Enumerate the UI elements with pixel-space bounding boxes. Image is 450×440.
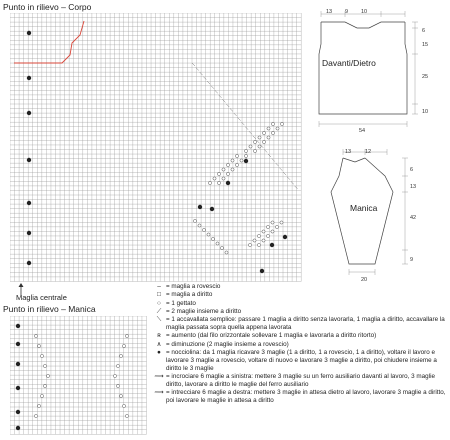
yarn-over-stitch [267, 136, 270, 139]
yarn-over-stitch [119, 394, 122, 397]
yarn-over-stitch [258, 145, 261, 148]
cable-left-symbol-icon: ⟿ [154, 373, 164, 381]
yarn-over-stitch [225, 251, 228, 254]
legend-text: = nocciolina: da 1 maglia ricavare 3 maglie (1 a diritto, 1 a rovescio, 1 a diritto), voltare il lavoro e lavorare 3 maglie a rovescio, voltare di nuovo e lavorare 3 maglie a diritto, poi chiudere insieme a diritto le 3 maglie [166, 348, 437, 373]
legend-row [152, 300, 448, 308]
purl-symbol-icon: – [157, 283, 161, 290]
yarn-over-stitch [40, 354, 43, 357]
yarn-over-stitch [258, 136, 261, 139]
fb-dim-side-2: 15 [422, 42, 429, 48]
yarn-over-stitch [271, 131, 274, 134]
yarn-over-stitch [262, 230, 265, 233]
sl-dim-bottom: 20 [361, 277, 368, 283]
decrease-stitch [219, 95, 222, 98]
bobble-stitch [270, 243, 274, 247]
knit-symbol-icon: □ [157, 291, 161, 299]
sl-dim-side-2: 13 [410, 184, 417, 190]
yarn-over-stitch [217, 181, 220, 184]
decrease-stitch [234, 113, 237, 116]
bobble-stitch [198, 205, 202, 209]
grid-lines [10, 13, 301, 281]
decrease-stitch [253, 136, 256, 139]
sleeve-chart-grid [10, 316, 151, 436]
decrease-stitch [203, 77, 206, 80]
fb-dim-top-3: 10 [361, 9, 368, 15]
yarn-over-stitch [271, 122, 274, 125]
yarn-over-stitch [202, 228, 205, 231]
yarn-over-stitch [280, 221, 283, 224]
yarn-over-stitch [37, 344, 40, 347]
legend-row [152, 373, 448, 389]
yarn-over-stitch [217, 172, 220, 175]
yarn-over-stitch [266, 225, 269, 228]
bobble-stitch [27, 158, 31, 162]
yarn-over-stitch [257, 234, 260, 237]
yarn-over-stitch [275, 225, 278, 228]
yarn-over-stitch [222, 177, 225, 180]
body-chart-grid [10, 13, 302, 283]
decrease-stitch [226, 104, 229, 107]
legend-text: = aumento (dal filo orizzontale sollevare 1 maglia e lavorarla a diritto ritorto) [166, 332, 377, 340]
yarn-over-stitch [213, 177, 216, 180]
bobble-stitch [16, 410, 20, 414]
yarn-over-stitch [113, 374, 116, 377]
decrease-stitch [257, 140, 260, 143]
sl-dim-side-1: 6 [410, 167, 414, 173]
body-chart-title: Punto in rilievo – Corpo [3, 2, 92, 12]
yarn-over-stitch [253, 140, 256, 143]
decrease-stitch [283, 172, 286, 175]
yarn-over-stitch [266, 234, 269, 237]
decrease-stitch [249, 131, 252, 134]
yarn-over-stitch [116, 364, 119, 367]
increase-symbol-icon: ʀ [157, 332, 161, 340]
yarn-over-stitch [119, 354, 122, 357]
yarn-over-stitch [122, 344, 125, 347]
yarn-over-stitch [249, 145, 252, 148]
yarn-over-stitch [40, 394, 43, 397]
decrease-stitch [230, 109, 233, 112]
yarn-over-stitch [125, 334, 128, 337]
legend-row [152, 291, 448, 299]
front-back-schematic [305, 8, 450, 138]
decrease-stitch [272, 159, 275, 162]
yarn-over-stitch [226, 163, 229, 166]
yarn-over-stitch [208, 181, 211, 184]
yarn-over-stitch [226, 172, 229, 175]
yarn-over-stitch [262, 239, 265, 242]
legend-row [152, 389, 448, 405]
decrease-stitch [207, 81, 210, 84]
fb-dim-side-1: 6 [422, 28, 426, 34]
sl-dim-side-3: 42 [410, 215, 417, 221]
bobble-stitch [16, 342, 20, 346]
fb-dim-top-2: 9 [345, 9, 349, 15]
fb-dim-top-1: 13 [326, 9, 333, 15]
bobble-stitch [226, 181, 230, 185]
yarn-over-stitch [253, 239, 256, 242]
bobble-stitch [27, 231, 31, 235]
decrease-stitch [279, 168, 282, 171]
legend-row [152, 349, 448, 373]
bobble-stitch [16, 386, 20, 390]
legend-text: = 2 maglie insieme a diritto [166, 307, 242, 315]
yarn-over-stitch [231, 168, 234, 171]
legend-text: = maglia a rovescio [166, 283, 221, 290]
yarn-over-stitch [43, 384, 46, 387]
sleeve-label: Manica [350, 203, 378, 213]
bobble-symbol-icon: ● [157, 348, 161, 356]
yarn-over-stitch [216, 242, 219, 245]
yarn-over-stitch [253, 149, 256, 152]
yarn-over-stitch [267, 127, 270, 130]
yarn-over-stitch [262, 140, 265, 143]
yarn-over-stitch [193, 219, 196, 222]
decrease-stitch [211, 86, 214, 89]
sleeve-chart-title: Punto in rilievo – Manica [3, 304, 96, 314]
yarn-over-stitch [125, 414, 128, 417]
yarn-over-stitch [240, 159, 243, 162]
bobble-stitch [27, 201, 31, 205]
yarn-over-stitch [34, 414, 37, 417]
bobble-stitch [260, 269, 264, 273]
decrease-stitch [276, 163, 279, 166]
bobble-stitch [27, 76, 31, 80]
yarn-over-stitch [280, 122, 283, 125]
decrease-stitch [241, 122, 244, 125]
bobble-stitch [27, 261, 31, 265]
neckline-outline [14, 21, 84, 63]
yarn-over-stitch [46, 374, 49, 377]
yarn-over-symbol-icon: ○ [157, 299, 161, 307]
yarn-over-stitch [231, 159, 234, 162]
yarn-over-stitch [122, 404, 125, 407]
yarn-over-stitch [244, 149, 247, 152]
legend-row [152, 332, 448, 340]
yarn-over-stitch [207, 233, 210, 236]
legend-text: = incrociare 6 maglie a sinistra: mettere 3 maglie su un ferro ausiliario davanti al lavoro, 3 maglie diritto, lavorare a diritto le maglie del ferro ausiliario [166, 373, 435, 389]
yarn-over-stitch [248, 243, 251, 246]
bobble-stitch [27, 31, 31, 35]
skpo-symbol-icon: ⟍ [156, 316, 162, 324]
yarn-over-stitch [244, 154, 247, 157]
legend-row [152, 316, 448, 332]
yarn-over-stitch [235, 163, 238, 166]
bobble-stitch [210, 207, 214, 211]
bobble-stitch [27, 111, 31, 115]
legend-text: = maglia a diritto [166, 291, 213, 299]
decrease-stitch [192, 63, 195, 66]
bobble-stitch [16, 324, 20, 328]
decrease-stitch [295, 186, 298, 189]
legend-row [152, 283, 448, 291]
sl-dim-side-4: 9 [410, 257, 414, 263]
yarn-over-stitch [262, 131, 265, 134]
decrease-stitch [291, 181, 294, 184]
bobble-stitch [16, 362, 20, 366]
bobble-stitch [16, 426, 20, 430]
yarn-over-stitch [235, 154, 238, 157]
yarn-over-stitch [276, 127, 279, 130]
yarn-over-stitch [222, 168, 225, 171]
decrease-stitch [196, 68, 199, 71]
sl-dim-top-2: 12 [365, 149, 372, 155]
yarn-over-stitch [116, 384, 119, 387]
yarn-over-stitch [37, 404, 40, 407]
yarn-over-stitch [257, 243, 260, 246]
legend-text: = 1 gettato [166, 299, 196, 307]
yarn-over-stitch [43, 364, 46, 367]
yarn-over-stitch [220, 246, 223, 249]
fb-dim-side-3: 25 [422, 74, 429, 80]
fb-dim-side-4: 10 [422, 109, 429, 115]
yarn-over-stitch [271, 230, 274, 233]
cable-right-symbol-icon: ⟿ [154, 389, 164, 397]
legend-row [152, 308, 448, 316]
yarn-over-stitch [271, 221, 274, 224]
bobble-stitch [244, 159, 248, 163]
sl-dim-top-1: 13 [345, 149, 352, 155]
legend-text: = intrecciare 6 maglie a destra: mettere 3 maglie in attesa dietro al lavoro, lavorare 3 maglie a diritto, poi lavorare le maglie in attesa a diritto [166, 389, 446, 405]
decrease-symbol-icon: ∧ [156, 340, 162, 348]
bobble-stitch [283, 235, 287, 239]
yarn-over-stitch [211, 237, 214, 240]
front-back-label: Davanti/Dietro [322, 58, 376, 68]
decrease-stitch [215, 90, 218, 93]
k2tog-symbol-icon: ⟋ [156, 307, 162, 315]
sleeve-schematic [325, 146, 450, 286]
legend-text: = diminuzione (2 maglie insieme a rovescio) [166, 340, 289, 348]
decrease-stitch [238, 118, 241, 121]
yarn-over-stitch [34, 334, 37, 337]
center-stitch-label: Maglia centrale [16, 293, 67, 302]
legend-row [152, 341, 448, 349]
legend-text: = 1 accavallata semplice: passare 1 maglia a diritto senza lavorarla, 1 maglia a diritto, accavallare la maglia passata sopra quella appena lavorata [166, 316, 445, 332]
fb-dim-bottom: 54 [359, 128, 366, 134]
yarn-over-stitch [198, 224, 201, 227]
stitch-legend [152, 283, 448, 405]
